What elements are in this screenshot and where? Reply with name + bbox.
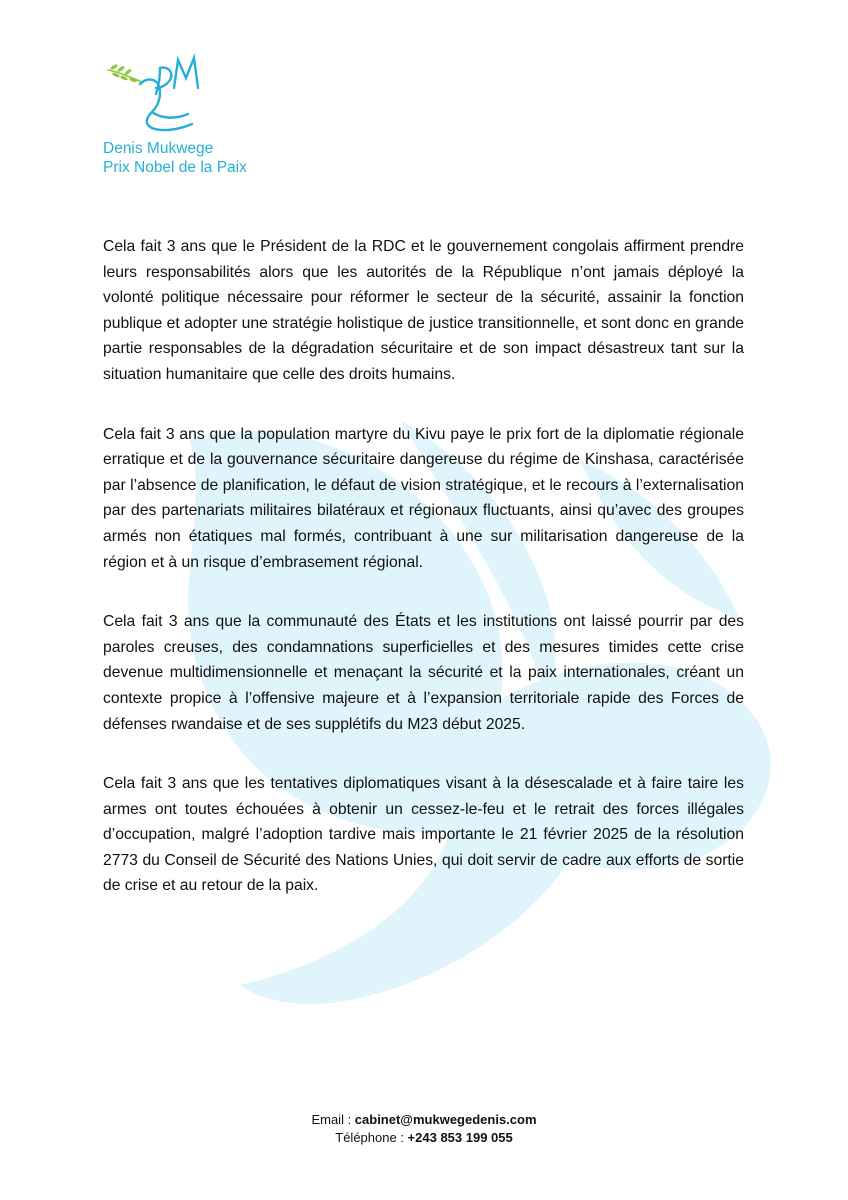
paragraph: Cela fait 3 ans que la population martyre du Kivu paye le prix fort de la diplomatie régionale erratique et de la gouvernance sécuritaire dangereuse du régime de Kinshasa, caractérisée par l’absence de planification, le défaut de vision stratégique, et le recours à l’externalisation par des partenariats militaires bilatéraux et régionaux fluctuants, ainsi qu’avec des groupes armés non étatiques mal formés, contribuant à une sur militarisation dangereuse de la région et à un risque d’embrasement régional. (103, 425, 744, 571)
footer-email-line (0, 1111, 848, 1129)
letterhead-name: Denis Mukwege (103, 140, 214, 157)
footer-contact (0, 1111, 848, 1147)
email-link[interactable]: cabinet@mukwegedenis.com (354, 1112, 537, 1127)
letterhead (103, 139, 247, 177)
paragraph: Cela fait 3 ans que la communauté des États et les institutions ont laissé pourrir par des paroles creuses, des condamnations superficielles et des mesures timides cette crise devenue multidimensionnelle et menaçant la sécurité et la paix internationales, créant un contexte propice à l’offensive majeure et à l’expansion territoriale rapide des Forces de défenses rwandaise et de ses supplétifs du M23 début 2025. (103, 613, 744, 733)
footer-phone-line (0, 1129, 848, 1147)
paragraph: Cela fait 3 ans que les tentatives diplomatiques visant à la désescalade et à faire taire les armes ont toutes échouées à obtenir un cessez-le-feu et le retrait des forces illégales d’occupation, malgré l’adoption tardive mais importante le 21 février 2025 de la résolution 2773 du Conseil de Sécurité des Nations Unies, qui doit servir de cadre aux efforts de sortie de crise et au retour de la paix. (103, 775, 744, 895)
email-label: Email : (311, 1112, 355, 1127)
letterhead-subtitle: Prix Nobel de la Paix (103, 159, 247, 176)
paragraph: Cela fait 3 ans que le Président de la RDC et le gouvernement congolais affirment prendre leurs responsabilités alors que les autorités de la République n’ont jamais déployé la volonté politique nécessaire pour réformer le secteur de la sécurité, assainir la fonction publique et adopter une stratégie holistique de justice transitionnelle, et sont donc en grande partie responsables de la dégradation sécuritaire et de son impact désastreux tant sur la situation humanitaire que celle des droits humains. (103, 238, 745, 383)
phone-number: +243 853 199 055 (407, 1130, 513, 1145)
dove-logo-icon (100, 48, 210, 138)
letter-body (103, 234, 744, 933)
phone-label: Téléphone : (335, 1130, 408, 1145)
